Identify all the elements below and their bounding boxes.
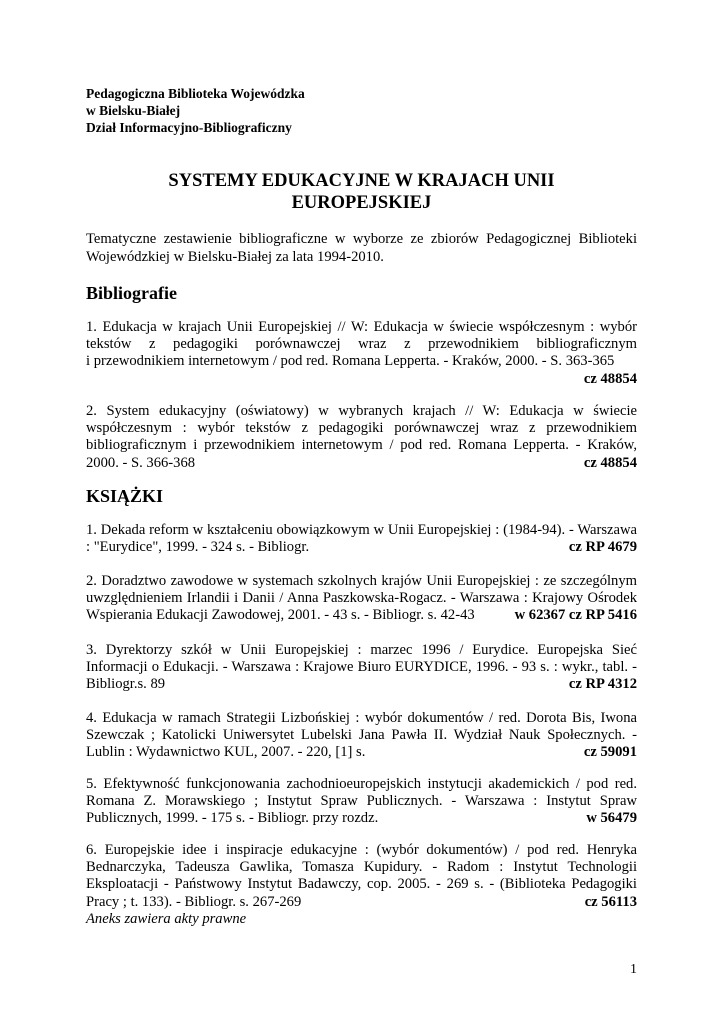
entry-line: 6. Europejskie idee i inspiracje edukacyjne : (wybór dokumentów) / pod red. Henryka [86,842,637,858]
header-line-1: Pedagogiczna Biblioteka Wojewódzka [86,86,305,101]
document-title [86,170,637,214]
bibliography-entry [86,319,637,388]
entry-line: Eksploatacji - Państwowy Instytut Badawczy, cop. 2005. - 269 s. - (Biblioteka Pedagogiki [86,876,637,893]
header-line-3: Dział Informacyjno-Bibliograficzny [86,120,292,135]
entry-line: bibliograficznym i przewodnikiem internetowym / pod red. Romana Lepperta. - Kraków, [86,437,637,454]
call-number: cz 48854 [583,370,637,387]
call-number: cz 56113 [584,893,637,910]
entry-line: tekstów z pedagogiki porównawczej wraz z przewodnikiem bibliograficznym [86,336,637,353]
entry-line: Publicznych, 1999. - 175 s. - Bibliogr. przy rozdz. [86,810,379,827]
entry-line: Bednarczyka, Tadeusza Gawlika, Tomasza Kupidury. - Radom : Instytut Technologii [86,859,637,876]
book-entry [86,842,637,928]
book-entry [86,573,637,625]
bibliography-entry [86,403,637,472]
section-heading-bibliografie: Bibliografie [86,283,177,303]
call-number: cz 48854 [583,454,637,471]
entry-line: uwzględnieniem Irlandii i Danii / Anna Paszkowska-Rogacz. - Warszawa : Krajowy Ośrodek [86,590,637,607]
entry-line: 5. Efektywność funkcjonowania zachodnioeuropejskich instytucji akademickich / pod red. [86,776,637,792]
entry-line: 2. System edukacyjny (oświatowy) w wybranych krajach // W: Edukacja w świecie [86,403,637,419]
entry-line: 3. Dyrektorzy szkół w Unii Europejskiej : marzec 1996 / Eurydice. Europejska Sieć [86,642,637,658]
entry-line: Informacji o Edukacji. - Warszawa : Krajowe Biuro EURYDICE, 1996. - 93 s. : wykr., tabl. - [86,659,637,676]
book-entry [86,642,637,694]
intro-paragraph [86,231,637,266]
header-line-2: w Bielsku-Białej [86,103,181,118]
entry-line: Bibliogr.s. 89 [86,676,166,693]
title-line-1: SYSTEMY EDUKACYJNE W KRAJACH UNII [168,171,555,191]
book-entry [86,776,637,828]
call-number: cz RP 4679 [568,539,637,556]
entry-note: Aneks zawiera akty prawne [86,910,247,927]
entry-line: współczesnym : wybór tekstów z pedagogiki porównawczej wraz z przewodnikiem [86,420,637,437]
book-entry [86,710,637,762]
entry-line: Lublin : Wydawnictwo KUL, 2007. - 220, [1] s. [86,744,366,761]
intro-line-2: Wojewódzkiej w Bielsku-Białej za lata 1994-2010. [86,248,384,265]
call-number: w 56479 [586,810,637,827]
page-number: 1 [630,962,637,977]
book-entry [86,522,637,556]
entry-line: 4. Edukacja w ramach Strategii Lizbońskiej : wybór dokumentów / red. Dorota Bis, Iwona [86,710,637,726]
entry-line: 2000. - S. 366-368 [86,454,196,471]
call-number: w 62367 cz RP 5416 [514,607,637,624]
intro-line-1: Tematyczne zestawienie bibliograficzne w wyborze ze zbiorów Pedagogicznej Biblioteki [86,231,637,247]
entry-line: Wspierania Edukacji Zawodowej, 2001. - 43 s. - Bibliogr. s. 42-43 [86,607,475,624]
library-header [86,85,305,136]
call-number: cz 59091 [583,744,637,761]
entry-line: 2. Doradztwo zawodowe w systemach szkolnych krajów Unii Europejskiej : ze szczególnym [86,573,637,589]
call-number: cz RP 4312 [568,676,637,693]
entry-line: i przewodnikiem internetowym / pod red. Romana Lepperta. - Kraków, 2000. - S. 363-365 [86,353,615,370]
entry-line: Szewczak ; Katolicki Uniwersytet Lubelski Jana Pawła II. Wydział Nauk Społecznych. - [86,727,637,744]
title-line-2: EUROPEJSKIEJ [291,193,432,213]
entry-line: 1. Dekada reform w kształceniu obowiązkowym w Unii Europejskiej : (1984-94). - Warszawa [86,522,637,538]
section-heading-ksiazki: KSIĄŻKI [86,486,164,506]
entry-line: 1. Edukacja w krajach Unii Europejskiej // W: Edukacja w świecie współczesnym : wybór [86,319,637,335]
entry-line: : "Eurydice", 1999. - 324 s. - Bibliogr. [86,539,310,556]
entry-line: Pracy ; t. 133). - Bibliogr. s. 267-269 [86,893,302,910]
entry-line: Romana Z. Morawskiego ; Instytut Spraw Publicznych. - Warszawa : Instytut Spraw [86,793,637,810]
